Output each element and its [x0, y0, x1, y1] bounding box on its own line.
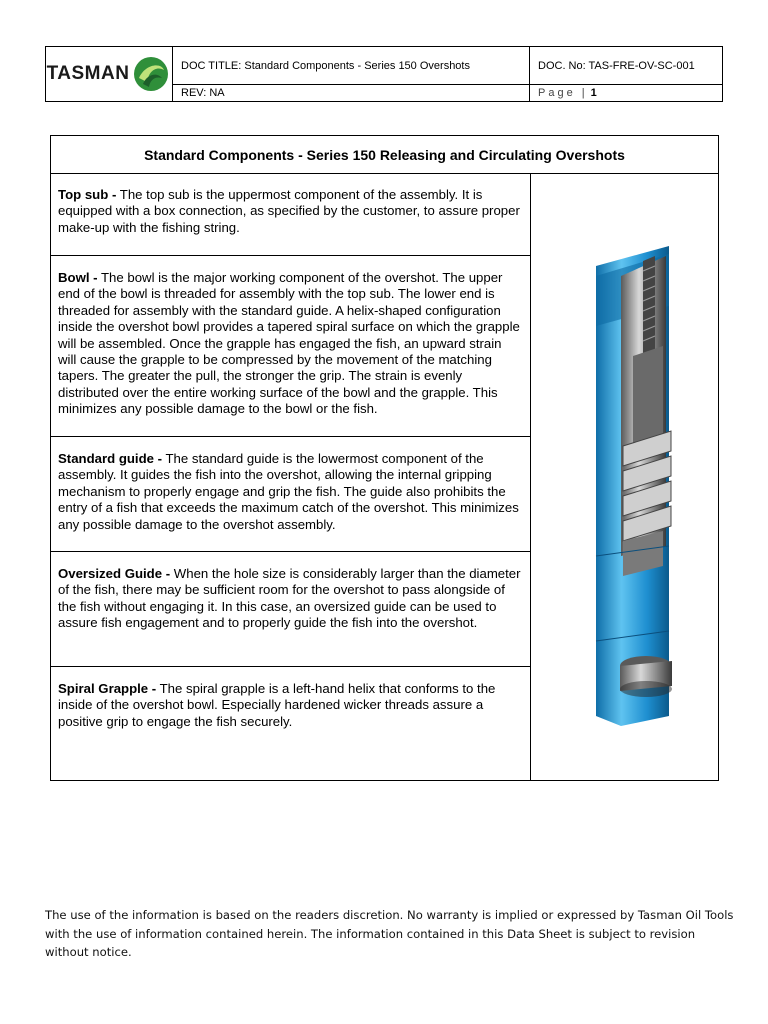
logo-emblem-icon: [131, 54, 171, 94]
component-description: The bowl is the major working component of the overshot. The upper end of the bowl is threaded for assembly with the top sub. The lower end is threaded for assembly with the standard guide. A helix-shaped configuration inside the overshot bowl provides a tapered spiral surface on which the grapple will be assembled. Once the grapple has engaged the fish, an upward strain will cause the grapple to be compressed by the movement of the matching tapers. The greater the pull, the stronger the grip. The strain is evenly distributed over the entire working surface of the bowl and the grapple. This minimizes any possible damage to the bowl or the fish.: [58, 270, 520, 417]
component-description: The top sub is the uppermost component of the assembly. It is equipped with a box connection, as specified by the customer, to assure proper make-up with the fishing string.: [58, 187, 520, 235]
component-bowl: [51, 256, 531, 437]
tasman-logo: [46, 47, 172, 101]
component-description: When the hole size is considerably larger than the diameter of the fish, there may be sufficient room for the overshot to pass alongside of the fish without engaging it. In this case, an oversized guide can be used to assure fish engagement and to properly guide the fish into the overshot.: [58, 566, 521, 631]
component-oversized-guide: [51, 552, 531, 667]
component-top-sub: [51, 173, 531, 256]
page-label: Page |: [538, 87, 588, 99]
page-number: 1: [590, 87, 597, 99]
doc-number: DOC. No: TAS-FRE-OV-SC-001: [530, 47, 723, 85]
component-term: Oversized Guide -: [58, 566, 171, 581]
table-title: Standard Components - Series 150 Releasing and Circulating Overshots: [51, 136, 718, 174]
component-term: Standard guide -: [58, 451, 163, 466]
component-term: Top sub -: [58, 187, 117, 202]
component-description: The spiral grapple is a left-hand helix that conforms to the inside of the overshot bowl. Especially hardened wicker threads assure a positive grip to engage the fish securely.: [58, 681, 496, 729]
overshot-cutaway-illustration: [551, 246, 711, 726]
page-indicator: [530, 85, 723, 102]
logo-text: TASMAN: [46, 63, 130, 84]
components-list: [51, 173, 531, 780]
component-description: The standard guide is the lowermost component of the assembly. It guides the fish into the overshot, allowing the internal gripping mechanism to properly engage and grip the fish. The guide also prohibits the entry of a fish that exceeds the maximum catch of the overshot. This minimizes any possible damage to the overshot assembly.: [58, 451, 519, 532]
document-header: [45, 46, 723, 102]
component-term: Bowl -: [58, 270, 98, 285]
doc-title: DOC TITLE: Standard Components - Series 150 Overshots: [173, 47, 530, 85]
revision: REV: NA: [173, 85, 530, 102]
component-standard-guide: [51, 437, 531, 552]
logo-cell: [46, 47, 173, 102]
component-term: Spiral Grapple -: [58, 681, 157, 696]
disclaimer-footer: The use of the information is based on the readers discretion. No warranty is implied or expressed by Tasman Oil Tools with the use of information contained herein. The information contained in this Data Sheet is subject to revision without notice.: [45, 908, 734, 959]
components-table: [50, 135, 719, 781]
component-spiral-grapple: [51, 667, 531, 780]
